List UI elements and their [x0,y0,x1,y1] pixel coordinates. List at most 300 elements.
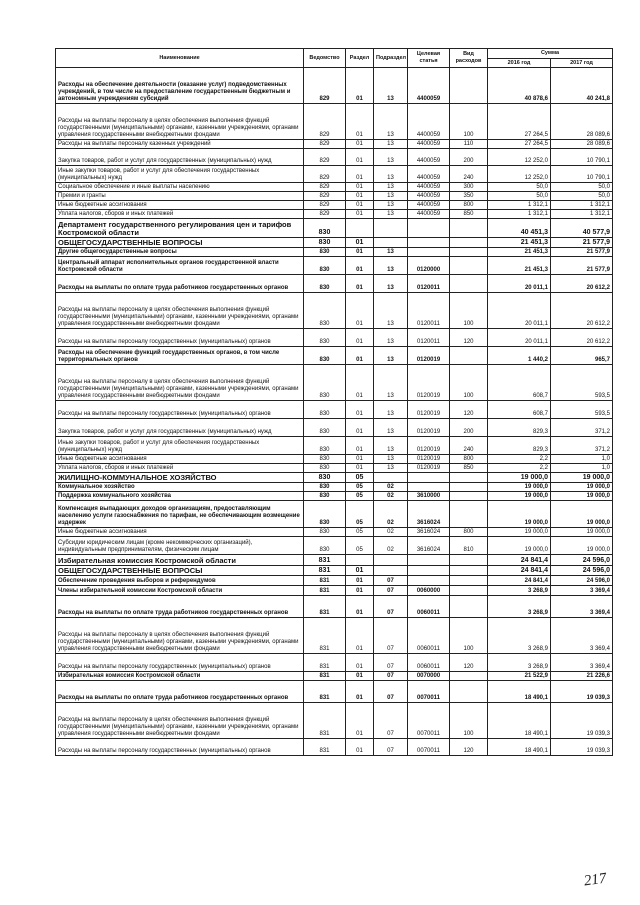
row-target-article: 0120000 [408,257,450,275]
row-target-article: 4400059 [408,201,450,210]
row-expense-type: 800 [450,528,488,537]
row-razdel: 05 [346,473,374,483]
row-sum-2017: 40 241,8 [551,68,613,104]
row-razdel: 01 [346,672,374,681]
row-name: Департамент государственного регулирования цен и тарифов Костромской области [56,219,304,238]
row-name: Расходы на выплаты по оплате труда работников государственных органов [56,275,304,293]
row-sum-2016: 50,0 [488,183,551,192]
row-sum-2017: 20 612,2 [551,293,613,329]
row-sum-2016: 19 000,0 [488,483,551,492]
row-target-article: 3616024 [408,528,450,537]
row-name: Расходы на выплаты персоналу государственных (муниципальных) органов [56,329,304,347]
row-target-article: 0120019 [408,347,450,365]
row-sum-2016: 20 011,1 [488,293,551,329]
row-target-article: 4400059 [408,140,450,149]
row-expense-type: 800 [450,455,488,464]
table-row [56,672,613,681]
row-expense-type [450,555,488,566]
row-razdel: 01 [346,329,374,347]
table-row [56,537,613,555]
header-name: Наименование [56,49,304,68]
row-sum-2017: 24 596,0 [551,555,613,566]
table-row [56,329,613,347]
row-expense-type: 850 [450,464,488,473]
row-razdel: 01 [346,293,374,329]
row-target-article [408,248,450,257]
row-podrazdel: 13 [374,437,408,455]
row-sum-2016: 21 451,3 [488,257,551,275]
header-sum: Сумма [488,49,613,59]
row-sum-2016: 2,2 [488,455,551,464]
row-name: ОБЩЕГОСУДАРСТВЕННЫЕ ВОПРОСЫ [56,566,304,576]
row-sum-2017: 593,5 [551,401,613,419]
row-target-article [408,483,450,492]
row-razdel: 01 [346,419,374,437]
row-target-article [408,555,450,566]
table-row [56,576,613,586]
row-expense-type [450,275,488,293]
row-expense-type [450,501,488,528]
row-podrazdel: 02 [374,501,408,528]
row-sum-2017: 1 312,1 [551,210,613,219]
row-sum-2016: 50,0 [488,192,551,201]
row-sum-2016: 19 000,0 [488,501,551,528]
row-name: Расходы на выплаты персоналу государственных (муниципальных) органов [56,654,304,672]
row-name: Другие общегосударственные вопросы [56,248,304,257]
row-razdel: 01 [346,654,374,672]
table-row [56,201,613,210]
row-sum-2017: 965,7 [551,347,613,365]
row-sum-2017: 1,0 [551,464,613,473]
table-row [56,68,613,104]
table-row [56,347,613,365]
row-podrazdel: 07 [374,681,408,703]
row-target-article: 0120011 [408,275,450,293]
row-name: Расходы на выплаты персоналу в целях обеспечения выполнения функций государственными (муниципальными) органами, казенными учреждениями, органами управления государственными внебюджетными фондами [56,104,304,140]
row-name: Уплата налогов, сборов и иных платежей [56,464,304,473]
row-podrazdel: 13 [374,329,408,347]
row-razdel: 05 [346,492,374,501]
row-vedomstvo: 831 [304,739,346,756]
row-expense-type: 240 [450,437,488,455]
row-target-article: 0120019 [408,437,450,455]
row-vedomstvo: 830 [304,248,346,257]
table-row [56,703,613,739]
table-row [56,555,613,566]
row-sum-2016: 24 841,4 [488,566,551,576]
row-vedomstvo: 830 [304,537,346,555]
row-sum-2017: 19 000,0 [551,483,613,492]
row-target-article: 4400059 [408,166,450,183]
row-razdel: 01 [346,149,374,166]
row-sum-2017: 3 369,4 [551,618,613,654]
row-sum-2016: 12 252,0 [488,149,551,166]
row-vedomstvo: 830 [304,219,346,238]
row-sum-2016: 19 000,0 [488,528,551,537]
row-vedomstvo: 831 [304,555,346,566]
row-target-article: 0070011 [408,681,450,703]
row-razdel: 05 [346,537,374,555]
table-row [56,492,613,501]
row-expense-type: 110 [450,140,488,149]
header-year-2017: 2017 год [551,59,613,68]
row-podrazdel: 02 [374,492,408,501]
row-podrazdel: 13 [374,455,408,464]
row-razdel: 01 [346,566,374,576]
row-podrazdel: 13 [374,464,408,473]
row-vedomstvo: 831 [304,566,346,576]
row-sum-2017: 19 000,0 [551,473,613,483]
table-row [56,104,613,140]
row-target-article: 0070011 [408,739,450,756]
row-vedomstvo: 830 [304,492,346,501]
row-name: Расходы на выплаты персоналу в целях обеспечения выполнения функций государственными (муниципальными) органами, казенными учреждениями, органами управления государственными внебюджетными фондами [56,618,304,654]
row-target-article: 0120019 [408,401,450,419]
row-sum-2016: 829,3 [488,437,551,455]
row-razdel: 01 [346,347,374,365]
row-sum-2016: 18 490,1 [488,681,551,703]
row-name: Члены избирательной комиссии Костромской области [56,586,304,596]
row-expense-type: 300 [450,183,488,192]
row-podrazdel: 13 [374,257,408,275]
row-expense-type [450,586,488,596]
row-vedomstvo: 829 [304,68,346,104]
table-row [56,192,613,201]
row-target-article: 3616024 [408,537,450,555]
row-razdel: 01 [346,275,374,293]
row-razdel: 05 [346,501,374,528]
row-vedomstvo: 830 [304,347,346,365]
row-sum-2016: 19 000,0 [488,537,551,555]
table-row [56,618,613,654]
row-podrazdel: 02 [374,537,408,555]
row-expense-type: 200 [450,419,488,437]
row-sum-2016: 21 451,3 [488,248,551,257]
row-sum-2017: 19 039,3 [551,739,613,756]
row-expense-type: 100 [450,365,488,401]
table-row [56,739,613,756]
table-row [56,219,613,238]
row-vedomstvo: 831 [304,618,346,654]
table-row [56,566,613,576]
row-sum-2017: 593,5 [551,365,613,401]
row-target-article: 0120011 [408,293,450,329]
table-row [56,238,613,248]
row-expense-type [450,681,488,703]
row-podrazdel [374,473,408,483]
row-expense-type: 810 [450,537,488,555]
row-razdel: 01 [346,257,374,275]
table-row [56,293,613,329]
row-expense-type [450,347,488,365]
row-podrazdel: 13 [374,183,408,192]
row-target-article: 0120011 [408,329,450,347]
row-target-article [408,219,450,238]
row-target-article: 0070000 [408,672,450,681]
row-razdel: 01 [346,104,374,140]
row-razdel: 01 [346,596,374,618]
row-vedomstvo: 830 [304,419,346,437]
row-podrazdel: 07 [374,672,408,681]
row-sum-2017: 3 369,4 [551,654,613,672]
row-name: Расходы на выплаты персоналу в целях обеспечения выполнения функций государственными (муниципальными) органами, казенными учреждениями, органами управления государственными внебюджетными фондами [56,703,304,739]
row-sum-2017: 19 039,3 [551,703,613,739]
row-vedomstvo: 830 [304,329,346,347]
row-sum-2016: 829,3 [488,419,551,437]
row-target-article: 0060011 [408,654,450,672]
row-name: Расходы на выплаты персоналу государственных (муниципальных) органов [56,739,304,756]
row-sum-2016: 24 841,4 [488,555,551,566]
row-expense-type: 120 [450,654,488,672]
row-podrazdel: 13 [374,419,408,437]
row-razdel: 01 [346,464,374,473]
table-row [56,528,613,537]
row-sum-2017: 1 312,1 [551,201,613,210]
row-sum-2016: 3 268,9 [488,586,551,596]
row-podrazdel: 07 [374,576,408,586]
row-sum-2016: 3 268,9 [488,654,551,672]
row-expense-type [450,68,488,104]
table-row [56,501,613,528]
row-vedomstvo: 831 [304,681,346,703]
row-vedomstvo: 830 [304,365,346,401]
row-vedomstvo: 829 [304,183,346,192]
row-razdel: 01 [346,401,374,419]
row-name: Избирательная комиссия Костромской области [56,672,304,681]
row-target-article: 0060011 [408,596,450,618]
table-row [56,248,613,257]
row-vedomstvo: 830 [304,501,346,528]
table-row [56,654,613,672]
row-expense-type: 100 [450,293,488,329]
row-sum-2016: 27 264,5 [488,140,551,149]
row-expense-type [450,566,488,576]
header-expense-type: Вид расходов [450,49,488,68]
row-sum-2016: 21 522,9 [488,672,551,681]
row-vedomstvo: 831 [304,703,346,739]
table-row [56,473,613,483]
row-expense-type: 240 [450,166,488,183]
row-target-article: 3616024 [408,501,450,528]
row-razdel: 01 [346,210,374,219]
row-podrazdel: 13 [374,210,408,219]
row-vedomstvo: 831 [304,654,346,672]
budget-document [55,48,612,756]
table-row [56,681,613,703]
row-podrazdel: 07 [374,654,408,672]
row-sum-2017: 50,0 [551,183,613,192]
row-podrazdel: 07 [374,703,408,739]
row-target-article: 0060011 [408,618,450,654]
table-row [56,419,613,437]
row-sum-2017: 20 612,2 [551,329,613,347]
row-podrazdel: 07 [374,618,408,654]
row-name: ОБЩЕГОСУДАРСТВЕННЫЕ ВОПРОСЫ [56,238,304,248]
table-row [56,464,613,473]
row-podrazdel: 13 [374,140,408,149]
row-vedomstvo: 831 [304,672,346,681]
row-podrazdel: 13 [374,275,408,293]
row-podrazdel: 13 [374,293,408,329]
row-name: Социальное обеспечение и иные выплаты населению [56,183,304,192]
row-sum-2017: 28 089,6 [551,104,613,140]
row-sum-2016: 2,2 [488,464,551,473]
table-row [56,140,613,149]
row-name: Компенсация выпадающих доходов организациям, предоставляющим населению услуги газоснабжения по тарифам, не обеспечивающим возмещение издержек [56,501,304,528]
row-vedomstvo: 830 [304,464,346,473]
row-vedomstvo: 830 [304,293,346,329]
row-target-article [408,576,450,586]
row-target-article: 4400059 [408,68,450,104]
row-vedomstvo: 830 [304,257,346,275]
row-sum-2017: 20 612,2 [551,275,613,293]
row-razdel: 01 [346,238,374,248]
row-name: Закупка товаров, работ и услуг для государственных (муниципальных) нужд [56,149,304,166]
row-name: Иные бюджетные ассигнования [56,528,304,537]
row-razdel: 01 [346,586,374,596]
row-sum-2017: 3 369,4 [551,586,613,596]
row-razdel: 01 [346,455,374,464]
row-expense-type: 100 [450,703,488,739]
header-podrazdel: Подраздел [374,49,408,68]
row-name: Уплата налогов, сборов и иных платежей [56,210,304,219]
row-sum-2016: 608,7 [488,365,551,401]
row-vedomstvo: 830 [304,473,346,483]
row-sum-2016: 18 490,1 [488,703,551,739]
row-razdel: 01 [346,248,374,257]
row-target-article: 0120019 [408,455,450,464]
row-name: Расходы на выплаты персоналу в целях обеспечения выполнения функций государственными (муниципальными) органами, казенными учреждениями, органами управления государственными внебюджетными фондами [56,365,304,401]
row-razdel: 01 [346,68,374,104]
row-target-article [408,238,450,248]
table-header [56,49,613,68]
row-razdel [346,219,374,238]
header-target-article: Целевая статья [408,49,450,68]
row-sum-2017: 371,2 [551,419,613,437]
row-vedomstvo: 829 [304,210,346,219]
row-razdel: 01 [346,739,374,756]
row-expense-type [450,257,488,275]
row-vedomstvo: 830 [304,275,346,293]
row-expense-type [450,219,488,238]
row-vedomstvo: 831 [304,596,346,618]
row-vedomstvo: 829 [304,166,346,183]
row-name: Расходы на выплаты персоналу государственных (муниципальных) органов [56,401,304,419]
row-podrazdel [374,566,408,576]
row-name: Расходы на выплаты по оплате труда работников государственных органов [56,681,304,703]
row-sum-2017: 19 039,3 [551,681,613,703]
row-podrazdel: 13 [374,201,408,210]
row-sum-2017: 24 596,0 [551,566,613,576]
row-sum-2016: 19 000,0 [488,492,551,501]
row-podrazdel: 02 [374,528,408,537]
header-razdel: Раздел [346,49,374,68]
row-target-article: 4400059 [408,104,450,140]
row-target-article: 0120019 [408,419,450,437]
table-row [56,401,613,419]
row-podrazdel: 13 [374,248,408,257]
table-row [56,166,613,183]
row-name: Коммунальное хозяйство [56,483,304,492]
row-sum-2017: 21 226,6 [551,672,613,681]
row-name: Расходы на выплаты персоналу казенных учреждений [56,140,304,149]
row-sum-2016: 608,7 [488,401,551,419]
row-razdel: 01 [346,140,374,149]
row-name: Поддержка коммунального хозяйства [56,492,304,501]
table-body [56,68,613,756]
row-name: ЖИЛИЩНО-КОММУНАЛЬНОЕ ХОЗЯЙСТВО [56,473,304,483]
table-row [56,275,613,293]
row-razdel: 01 [346,618,374,654]
row-vedomstvo: 829 [304,149,346,166]
row-expense-type [450,576,488,586]
row-name: Иные закупки товаров, работ и услуг для обеспечения государственных (муниципальных) нужд [56,166,304,183]
row-expense-type [450,238,488,248]
row-name: Центральный аппарат исполнительных органов государственной власти Костромской области [56,257,304,275]
row-expense-type [450,672,488,681]
row-expense-type: 200 [450,149,488,166]
row-sum-2017: 3 369,4 [551,596,613,618]
row-sum-2016: 21 451,3 [488,238,551,248]
row-expense-type: 100 [450,104,488,140]
row-vedomstvo: 830 [304,238,346,248]
row-target-article: 3610000 [408,492,450,501]
row-expense-type: 350 [450,192,488,201]
row-podrazdel: 13 [374,166,408,183]
row-podrazdel: 07 [374,739,408,756]
row-target-article: 4400059 [408,192,450,201]
row-name: Расходы на выплаты по оплате труда работников государственных органов [56,596,304,618]
row-name: Закупка товаров, работ и услуг для государственных (муниципальных) нужд [56,419,304,437]
row-vedomstvo: 830 [304,437,346,455]
row-sum-2017: 28 089,6 [551,140,613,149]
row-vedomstvo: 829 [304,192,346,201]
table-row [56,149,613,166]
row-expense-type: 800 [450,201,488,210]
row-vedomstvo: 829 [304,140,346,149]
row-sum-2016: 19 000,0 [488,473,551,483]
row-target-article: 4400059 [408,149,450,166]
row-expense-type: 120 [450,329,488,347]
row-vedomstvo: 830 [304,528,346,537]
row-razdel: 01 [346,365,374,401]
row-expense-type [450,483,488,492]
row-sum-2017: 19 000,0 [551,537,613,555]
row-target-article: 0120019 [408,464,450,473]
row-name: Иные бюджетные ассигнования [56,455,304,464]
row-target-article: 4400059 [408,210,450,219]
row-target-article: 0120019 [408,365,450,401]
row-sum-2017: 21 577,9 [551,238,613,248]
row-razdel: 01 [346,183,374,192]
row-sum-2017: 371,2 [551,437,613,455]
row-sum-2016: 1 312,1 [488,210,551,219]
row-target-article: 0070011 [408,703,450,739]
row-name: Иные бюджетные ассигнования [56,201,304,210]
row-sum-2016: 40 878,6 [488,68,551,104]
row-expense-type: 850 [450,210,488,219]
table-row [56,210,613,219]
row-podrazdel [374,555,408,566]
row-name: Расходы на обеспечение функций государственных органов, в том числе территориальных органов [56,347,304,365]
row-sum-2017: 19 000,0 [551,528,613,537]
row-sum-2017: 1,0 [551,455,613,464]
row-sum-2016: 1 440,2 [488,347,551,365]
row-vedomstvo: 831 [304,586,346,596]
row-name: Обеспечение проведения выборов и референдумов [56,576,304,586]
row-sum-2016: 40 451,3 [488,219,551,238]
row-sum-2016: 20 011,1 [488,329,551,347]
